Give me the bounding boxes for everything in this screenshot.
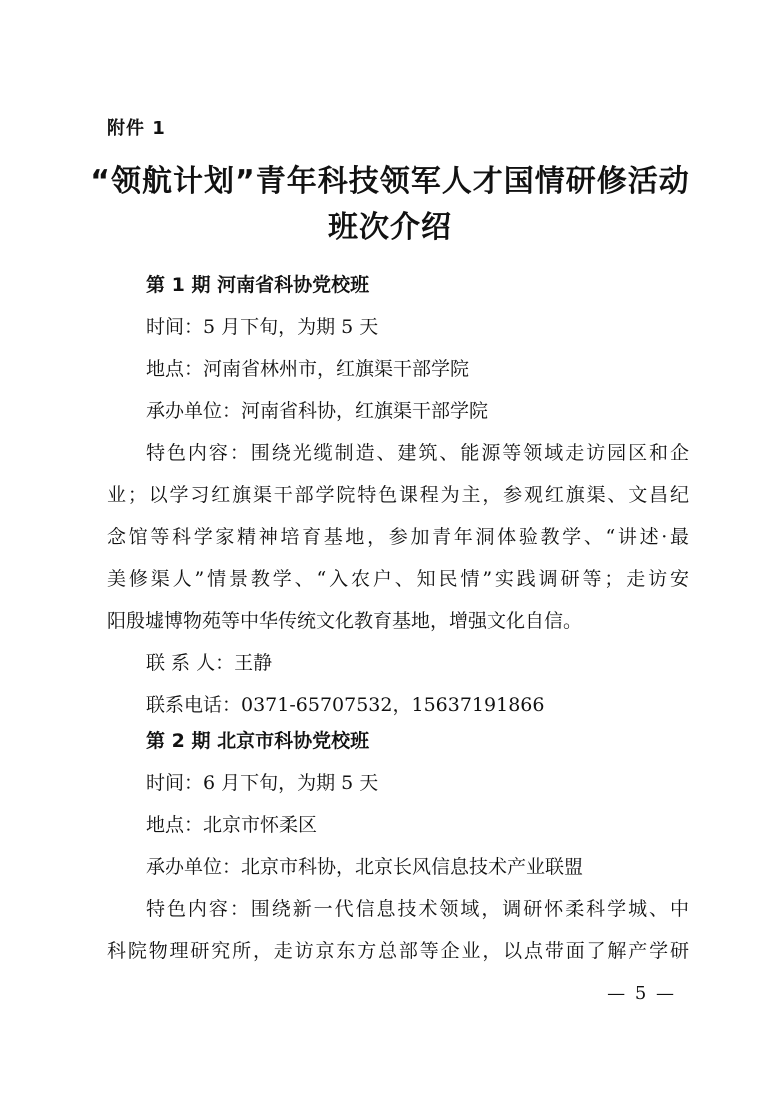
- section-2: [107, 720, 689, 972]
- document-title-line-2: 班次介绍: [328, 210, 452, 245]
- section-time: 时间：6 月下旬，为期 5 天: [146, 772, 379, 794]
- section-content-line: 阳殷墟博物苑等中华传统文化教育基地，增强文化自信。: [107, 610, 583, 632]
- section-contact: 联 系 人：王静: [146, 652, 273, 674]
- section-organizer: 承办单位：北京市科协，北京长风信息技术产业联盟: [146, 856, 584, 878]
- section-1: [107, 264, 689, 726]
- section-content-line: 美修渠人”情景教学、“入农户、知民情”实践调研等；走访安: [107, 568, 689, 590]
- section-content-line: 业；以学习红旗渠干部学院特色课程为主，参观红旗渠、文昌纪: [107, 484, 689, 506]
- section-location: 地点：北京市怀柔区: [146, 814, 318, 836]
- section-content-line: 特色内容：围绕光缆制造、建筑、能源等领域走访园区和企: [146, 442, 689, 464]
- section-phone: 联系电话：0371-65707532，15637191866: [146, 694, 545, 716]
- document-title-line-1: “领航计划”青年科技领军人才国情研修活动: [90, 164, 690, 199]
- section-heading: 第 1 期 河南省科协党校班: [146, 274, 370, 296]
- section-content-line: 科院物理研究所，走访京东方总部等企业，以点带面了解产学研: [107, 940, 689, 962]
- section-location: 地点：河南省林州市，红旗渠干部学院: [146, 358, 470, 380]
- section-content-line: 特色内容：围绕新一代信息技术领域，调研怀柔科学城、中: [146, 898, 689, 920]
- section-content-line: 念馆等科学家精神培育基地，参加青年洞体验教学、“讲述·最: [107, 526, 689, 548]
- page-number: — 5 —: [607, 983, 676, 1004]
- section-time: 时间：5 月下旬，为期 5 天: [146, 316, 379, 338]
- section-organizer: 承办单位：河南省科协，红旗渠干部学院: [146, 400, 489, 422]
- section-heading: 第 2 期 北京市科协党校班: [146, 730, 370, 752]
- attachment-label: 附件 1: [107, 118, 166, 139]
